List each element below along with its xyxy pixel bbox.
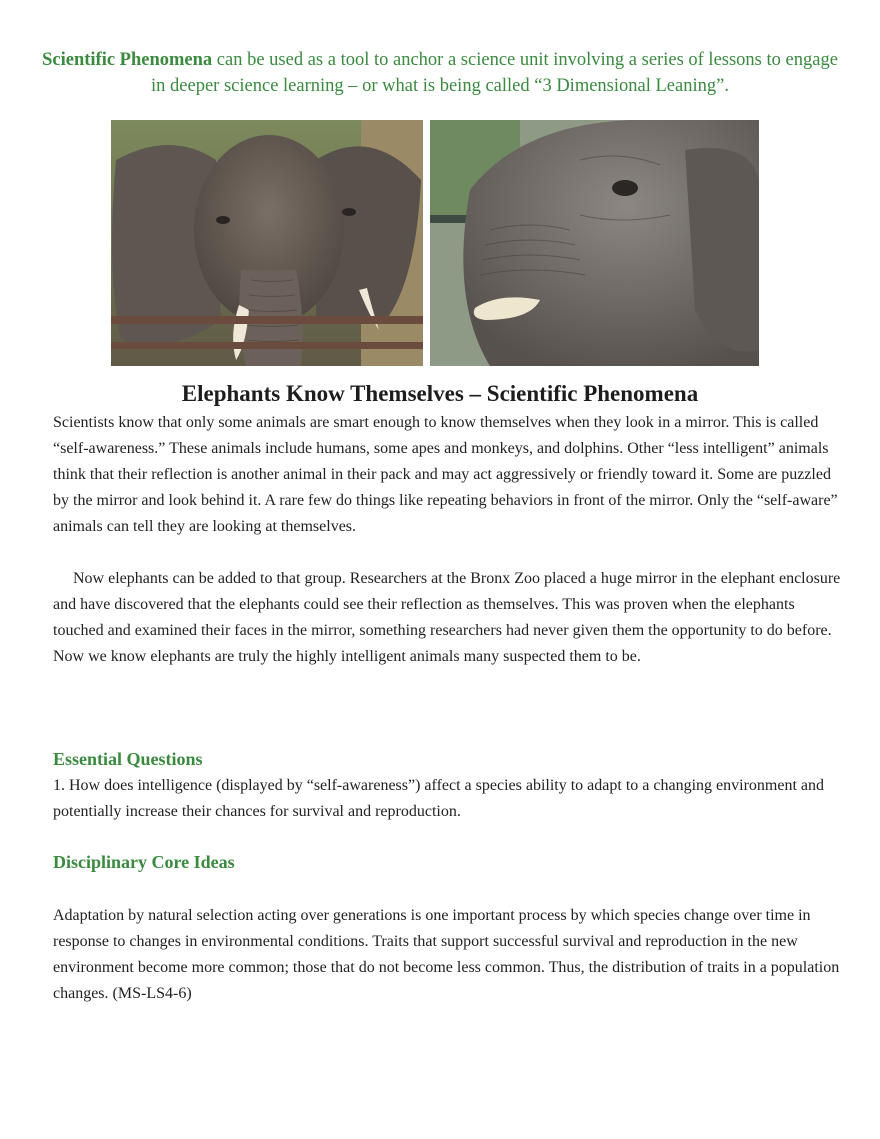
essential-question-1: 1. How does intelligence (displayed by “self-awareness”) affect a species ability to adapt to a changing environment and potentially increase their chances for survival and reproduction. [53, 777, 824, 820]
intro-text [40, 47, 840, 99]
core-ideas-text-block [53, 903, 843, 1007]
essential-question-item [53, 773, 843, 825]
intro-rest: can be used as a tool to anchor a science unit involving a series of lessons to engage in deeper science learning – or what is being called “3 Dimensional Leaning”. [151, 50, 838, 96]
photo-strip [111, 120, 759, 366]
intro-highlight: Scientific Phenomena [42, 50, 213, 70]
essential-questions-heading: Essential Questions [53, 749, 203, 769]
elephant-front-photo [111, 120, 423, 366]
paragraph-2 [53, 566, 843, 670]
core-ideas-heading: Disciplinary Core Ideas [53, 852, 235, 872]
elephant-side-photo [430, 120, 759, 366]
core-ideas-text: Adaptation by natural selection acting over generations is one important process by which species change over time in response to changes in environmental conditions. Traits that support successful survival and reproduction in the new environment become more common; those that do not become less common. Thus, the distribution of traits in a population changes. (MS-LS4-6) [53, 907, 840, 1002]
page-title: Elephants Know Themselves – Scientific Phenomena [181, 381, 699, 406]
paragraph-1-text: Scientists know that only some animals are smart enough to know themselves when they look in a mirror. This is called “self-awareness.” These animals include humans, some apes and monkeys, and dolphins. Other “less intelligent” animals think that their reflection is another animal in their pack and may act aggressively or friendly toward it. Some are puzzled by the mirror and look behind it. A rare few do things like repeating behaviors in front of the mirror. Only the “self-aware” animals can tell they are looking at themselves. [53, 414, 838, 535]
paragraph-2-text: Now elephants can be added to that group. Researchers at the Bronx Zoo placed a huge mirror in the elephant enclosure and have discovered that the elephants could see their reflection as themselves. This was proven when the elephants touched and examined their faces in the mirror, something researchers had never given them the opportunity to do before. Now we know elephants are truly the highly intelligent animals many suspected them to be. [53, 570, 841, 665]
paragraph-1 [53, 410, 843, 540]
